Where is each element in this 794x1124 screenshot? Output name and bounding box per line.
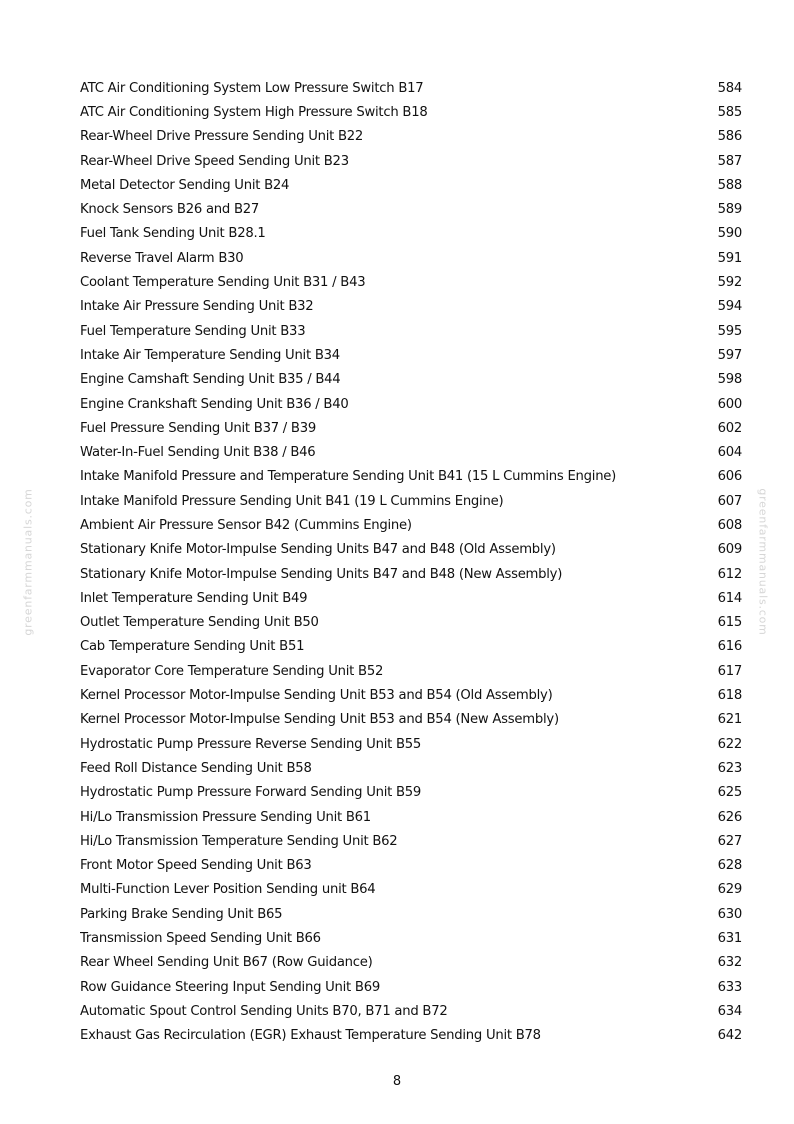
toc-entry-page: 625 xyxy=(717,785,742,801)
page-number: 8 xyxy=(392,1074,402,1089)
toc-entry-page: 586 xyxy=(717,129,742,145)
toc-entry-page: 618 xyxy=(717,688,742,704)
toc-entry[interactable] xyxy=(80,197,742,221)
toc-entry-page: 590 xyxy=(717,226,742,242)
toc-entry-page: 594 xyxy=(717,299,742,315)
toc-entry-page: 587 xyxy=(717,153,742,169)
toc-entry-page: 632 xyxy=(717,955,742,971)
toc-entry-title: ATC Air Conditioning System Low Pressure Switch B17 xyxy=(80,80,424,96)
toc-entry-title: Cab Temperature Sending Unit B51 xyxy=(80,639,305,655)
toc-entry[interactable] xyxy=(80,975,742,999)
toc-entry[interactable] xyxy=(80,295,742,319)
toc-entry-page: 604 xyxy=(717,445,742,461)
toc-entry[interactable] xyxy=(80,343,742,367)
toc-entry-page: 626 xyxy=(717,809,742,825)
toc-entry-title: Engine Camshaft Sending Unit B35 / B44 xyxy=(80,372,341,388)
toc-entry-title: Coolant Temperature Sending Unit B31 / B43 xyxy=(80,275,366,291)
toc-entry-title: Hydrostatic Pump Pressure Forward Sending Unit B59 xyxy=(80,785,422,801)
toc-entry[interactable] xyxy=(80,1024,742,1048)
toc-entry[interactable] xyxy=(80,149,742,173)
toc-entry-page: 623 xyxy=(717,760,742,776)
toc-entry-title: Hydrostatic Pump Pressure Reverse Sending Unit B55 xyxy=(80,736,422,752)
toc-entry[interactable] xyxy=(80,100,742,124)
toc-entry-title: Fuel Temperature Sending Unit B33 xyxy=(80,323,306,339)
toc-entry-page: 585 xyxy=(717,104,742,120)
toc-entry-title: Exhaust Gas Recirculation (EGR) Exhaust Temperature Sending Unit B78 xyxy=(80,1028,541,1044)
toc-entry[interactable] xyxy=(80,902,742,926)
toc-entry[interactable] xyxy=(80,270,742,294)
toc-entry[interactable] xyxy=(80,708,742,732)
toc-entry-page: 621 xyxy=(717,712,742,728)
toc-entry-page: 600 xyxy=(717,396,742,412)
toc-entry-page: 606 xyxy=(717,469,742,485)
toc-entry[interactable] xyxy=(80,538,742,562)
toc-entry-page: 629 xyxy=(717,882,742,898)
toc-entry[interactable] xyxy=(80,805,742,829)
toc-entry-title: Inlet Temperature Sending Unit B49 xyxy=(80,590,308,606)
toc-entry[interactable] xyxy=(80,878,742,902)
toc-entry-page: 622 xyxy=(717,736,742,752)
toc-entry-title: Knock Sensors B26 and B27 xyxy=(80,202,260,218)
toc-entry[interactable] xyxy=(80,513,742,537)
toc-entry-page: 589 xyxy=(717,202,742,218)
toc-entry-title: Rear Wheel Sending Unit B67 (Row Guidance) xyxy=(80,955,373,971)
toc-entry[interactable] xyxy=(80,489,742,513)
toc-entry-page: 608 xyxy=(717,517,742,533)
toc-entry[interactable] xyxy=(80,854,742,878)
toc-entry-page: 592 xyxy=(717,275,742,291)
toc-entry-page: 616 xyxy=(717,639,742,655)
toc-entry[interactable] xyxy=(80,416,742,440)
toc-entry-page: 597 xyxy=(717,347,742,363)
toc-entry[interactable] xyxy=(80,611,742,635)
toc-entry-title: Hi/Lo Transmission Pressure Sending Unit B61 xyxy=(80,809,371,825)
toc-entry-title: Kernel Processor Motor-Impulse Sending Unit B53 and B54 (New Assembly) xyxy=(80,712,559,728)
toc-entry-title: Intake Air Temperature Sending Unit B34 xyxy=(80,347,340,363)
toc-entry-title: Feed Roll Distance Sending Unit B58 xyxy=(80,760,312,776)
toc-entry-title: Engine Crankshaft Sending Unit B36 / B40 xyxy=(80,396,349,412)
toc-entry-page: 591 xyxy=(717,250,742,266)
toc-entry-title: Outlet Temperature Sending Unit B50 xyxy=(80,615,319,631)
toc-entry[interactable] xyxy=(80,659,742,683)
toc-entry-page: 642 xyxy=(717,1028,742,1044)
toc-entry-page: 615 xyxy=(717,615,742,631)
toc-entry[interactable] xyxy=(80,926,742,950)
toc-entry-page: 598 xyxy=(717,372,742,388)
toc-entry-page: 607 xyxy=(717,493,742,509)
toc-entry-page: 633 xyxy=(717,979,742,995)
toc-entry[interactable] xyxy=(80,440,742,464)
toc-entry-title: Metal Detector Sending Unit B24 xyxy=(80,177,290,193)
toc-entry-title: Ambient Air Pressure Sensor B42 (Cummins Engine) xyxy=(80,517,412,533)
toc-entry[interactable] xyxy=(80,586,742,610)
toc-entry[interactable] xyxy=(80,951,742,975)
toc-entry-title: Front Motor Speed Sending Unit B63 xyxy=(80,858,312,874)
table-of-contents xyxy=(80,76,742,1048)
toc-entry-title: Rear-Wheel Drive Speed Sending Unit B23 xyxy=(80,153,349,169)
toc-entry-title: Intake Manifold Pressure Sending Unit B41 (19 L Cummins Engine) xyxy=(80,493,504,509)
toc-entry-title: Stationary Knife Motor-Impulse Sending Units B47 and B48 (New Assembly) xyxy=(80,566,563,582)
toc-entry[interactable] xyxy=(80,246,742,270)
toc-entry-page: 602 xyxy=(717,420,742,436)
toc-entry[interactable] xyxy=(80,732,742,756)
toc-entry-page: 627 xyxy=(717,833,742,849)
toc-entry[interactable] xyxy=(80,635,742,659)
toc-entry[interactable] xyxy=(80,999,742,1023)
toc-entry[interactable] xyxy=(80,76,742,100)
toc-entry-page: 634 xyxy=(717,1003,742,1019)
toc-entry-page: 617 xyxy=(717,663,742,679)
toc-entry-page: 612 xyxy=(717,566,742,582)
toc-entry[interactable] xyxy=(80,368,742,392)
toc-entry[interactable] xyxy=(80,829,742,853)
toc-entry-page: 588 xyxy=(717,177,742,193)
toc-entry[interactable] xyxy=(80,319,742,343)
toc-entry-title: Water-In-Fuel Sending Unit B38 / B46 xyxy=(80,445,316,461)
toc-entry[interactable] xyxy=(80,125,742,149)
toc-entry[interactable] xyxy=(80,756,742,780)
toc-entry-title: Fuel Pressure Sending Unit B37 / B39 xyxy=(80,420,317,436)
toc-entry[interactable] xyxy=(80,781,742,805)
watermark-right: greenfarmmanuals.com xyxy=(756,488,770,636)
toc-entry-page: 584 xyxy=(717,80,742,96)
toc-entry-page: 609 xyxy=(717,542,742,558)
toc-entry-page: 595 xyxy=(717,323,742,339)
toc-entry-title: Evaporator Core Temperature Sending Unit B52 xyxy=(80,663,384,679)
toc-entry-title: Stationary Knife Motor-Impulse Sending Units B47 and B48 (Old Assembly) xyxy=(80,542,556,558)
toc-entry-title: Hi/Lo Transmission Temperature Sending Unit B62 xyxy=(80,833,398,849)
toc-entry-title: Reverse Travel Alarm B30 xyxy=(80,250,244,266)
toc-entry-title: Automatic Spout Control Sending Units B70, B71 and B72 xyxy=(80,1003,448,1019)
toc-entry[interactable] xyxy=(80,562,742,586)
toc-entry-title: Intake Air Pressure Sending Unit B32 xyxy=(80,299,314,315)
toc-entry[interactable] xyxy=(80,392,742,416)
toc-entry-title: Kernel Processor Motor-Impulse Sending Unit B53 and B54 (Old Assembly) xyxy=(80,688,553,704)
toc-entry[interactable] xyxy=(80,222,742,246)
toc-entry-title: Row Guidance Steering Input Sending Unit B69 xyxy=(80,979,381,995)
toc-entry-page: 630 xyxy=(717,906,742,922)
toc-entry[interactable] xyxy=(80,683,742,707)
watermark-left: greenfarmmanuals.com xyxy=(21,488,35,636)
toc-entry[interactable] xyxy=(80,465,742,489)
toc-entry-page: 628 xyxy=(717,858,742,874)
toc-entry-title: Transmission Speed Sending Unit B66 xyxy=(80,931,321,947)
toc-entry-title: Multi-Function Lever Position Sending unit B64 xyxy=(80,882,376,898)
toc-entry-title: Fuel Tank Sending Unit B28.1 xyxy=(80,226,266,242)
toc-entry-page: 614 xyxy=(717,590,742,606)
toc-entry-title: Intake Manifold Pressure and Temperature Sending Unit B41 (15 L Cummins Engine) xyxy=(80,469,617,485)
toc-entry[interactable] xyxy=(80,173,742,197)
toc-entry-page: 631 xyxy=(717,931,742,947)
toc-entry-title: Parking Brake Sending Unit B65 xyxy=(80,906,283,922)
toc-entry-title: ATC Air Conditioning System High Pressure Switch B18 xyxy=(80,104,428,120)
toc-entry-title: Rear-Wheel Drive Pressure Sending Unit B22 xyxy=(80,129,364,145)
